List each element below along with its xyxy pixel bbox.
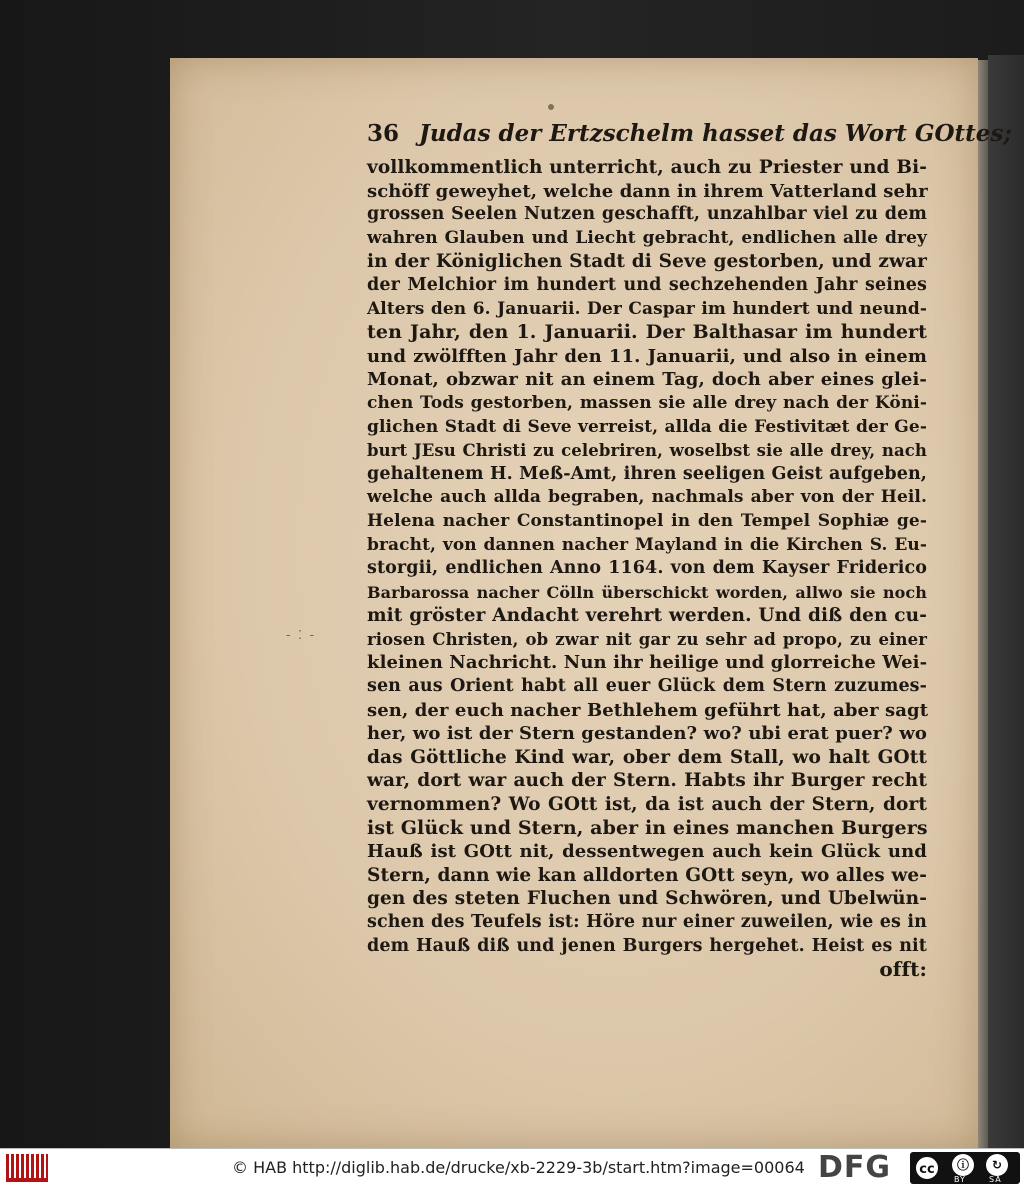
text-line: welche auch allda begraben, nachmals aber von der Heil. xyxy=(367,487,927,508)
text-line: war, dort war auch der Stern. Habts ihr Burger recht xyxy=(367,770,927,792)
text-line: vernommen? Wo GOtt ist, da ist auch der Stern, dort xyxy=(367,794,927,816)
page-header xyxy=(367,120,1012,156)
text-line: vollkommentlich unterricht, auch zu Priester und Bi- xyxy=(367,157,927,178)
text-line: bracht, von dannen nacher Mayland in die Kirchen S. Eu- xyxy=(367,534,927,555)
text-line: glichen Stadt di Seve verreist, allda die Festivitæt der Ge- xyxy=(367,416,927,437)
book-cover-edge xyxy=(988,55,1024,1148)
text-line: in der Königlichen Stadt di Seve gestorben, und zwar xyxy=(367,251,927,273)
text-line: chen Tods gestorben, massen sie alle drey nach der Köni- xyxy=(367,392,927,413)
text-line: ten Jahr, den 1. Januarii. Der Balthasar im hundert xyxy=(367,321,927,344)
text-line: der Melchior im hundert und sechzehenden Jahr seines xyxy=(367,274,927,295)
text-line: schöff geweyhet, welche dann in ihrem Vatterland sehr xyxy=(367,180,928,202)
text-line: gehaltenem H. Meß-Amt, ihren seeligen Geist aufgeben, xyxy=(367,463,927,484)
text-line: her, wo ist der Stern gestanden? wo? ubi erat puer? wo xyxy=(367,723,927,745)
text-line: wahren Glauben und Liecht gebracht, endlichen alle drey xyxy=(367,227,927,248)
text-line: Monat, obzwar nit an einem Tag, doch aber eines glei- xyxy=(367,369,927,391)
text-line: storgii, endlichen Anno 1164. von dem Kayser Friderico xyxy=(367,558,927,579)
text-line: Helena nacher Constantinopel in den Tempel Sophiæ ge- xyxy=(367,510,927,531)
running-head: Judas der Ertzschelm hasset das Wort GOttes; xyxy=(419,120,1012,147)
text-line: Hauß ist GOtt nit, dessentwegen auch kein Glück und xyxy=(367,841,927,863)
viewer-footer xyxy=(0,1148,1024,1188)
cc-icon: cc xyxy=(914,1155,940,1181)
text-line: gen des steten Fluchen und Schwören, und Ubelwün- xyxy=(367,888,927,910)
text-line: riosen Christen, ob zwar nit gar zu sehr ad propo, zu einer xyxy=(367,629,927,649)
text-line: ist Glück und Stern, aber in eines manchen Burgers xyxy=(367,816,928,839)
ornament-dot xyxy=(548,104,554,110)
margin-mark: ‐ ⁚ ‐ xyxy=(286,628,317,642)
text-line: dem Hauß diß und jenen Burgers hergehet. Heist es nit xyxy=(367,935,927,956)
text-line: mit gröster Andacht verehrt werden. Und diß den cu- xyxy=(367,605,927,627)
text-line: burt JEsu Christi zu celebriren, woselbst sie alle drey, nach xyxy=(367,441,927,461)
text-line: das Göttliche Kind war, ober dem Stall, wo halt GOtt xyxy=(367,746,927,768)
copyright-link[interactable]: © HAB http://diglib.hab.de/drucke/xb-2229-3b/start.htm?image=00064 xyxy=(232,1158,805,1177)
text-line: schen des Teufels ist: Höre nur einer zuweilen, wie es in xyxy=(367,912,927,932)
by-label: BY xyxy=(954,1175,966,1184)
sa-icon: ↻ xyxy=(986,1154,1008,1176)
sa-label: SA xyxy=(989,1175,1002,1184)
page-edge xyxy=(978,60,988,1148)
text-line: kleinen Nachricht. Nun ihr heilige und glorreiche Wei- xyxy=(367,652,928,674)
text-line: Stern, dann wie kan alldorten GOtt seyn, wo alles we- xyxy=(367,864,927,886)
text-line: grossen Seelen Nutzen geschafft, unzahlbar viel zu dem xyxy=(367,204,927,225)
text-line: sen aus Orient habt all euer Glück dem Stern zuzumes- xyxy=(367,676,927,697)
cc-license-badge[interactable] xyxy=(910,1152,1020,1184)
text-line: Alters den 6. Januarii. Der Caspar im hundert und neund- xyxy=(367,298,927,319)
text-line: und zwölfften Jahr den 11. Januarii, und also in einem xyxy=(367,345,927,367)
page-number: 36 xyxy=(367,120,400,147)
text-line: Barbarossa nacher Cölln überschickt worden, allwo sie noch xyxy=(367,582,927,602)
body-text xyxy=(367,156,927,982)
dfg-logo[interactable]: DFG xyxy=(818,1150,892,1185)
text-line: sen, der euch nacher Bethlehem geführt hat, aber sagt xyxy=(367,699,929,721)
by-icon: ⓘ xyxy=(952,1154,974,1176)
ruler-icon[interactable] xyxy=(6,1154,48,1182)
catchword: offt: xyxy=(879,957,927,982)
